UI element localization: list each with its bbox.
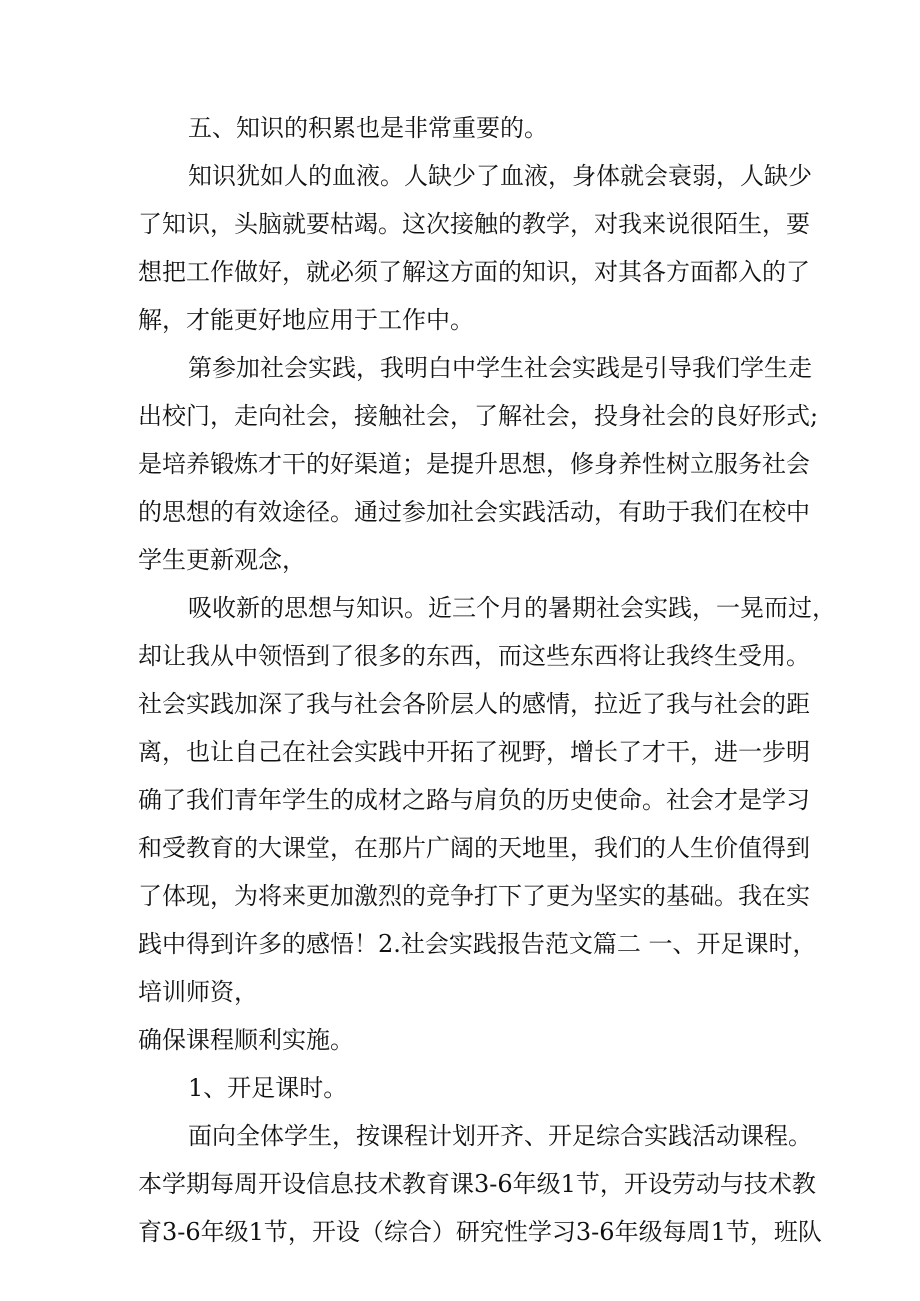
paragraph-line: 解，才能更好地应用于工作中。 <box>138 306 474 334</box>
paragraph-line: 是培养锻炼才干的好渠道；是提升思想，修身养性树立服务社会 <box>138 450 810 478</box>
paragraph-line: 本学期每周开设信息技术教育课3-6年级1节，开设劳动与技术教 <box>138 1170 816 1198</box>
paragraph-line: 离，也让自己在社会实践中开拓了视野，增长了才干，进一步明 <box>138 738 810 766</box>
paragraph-line: 确了我们青年学生的成材之路与肩负的历史使命。社会才是学习 <box>138 786 810 814</box>
paragraph-line: 学生更新观念， <box>138 546 306 574</box>
paragraph-line: 确保课程顺利实施。 <box>138 1026 354 1054</box>
paragraph-line: 却让我从中领悟到了很多的东西，而这些东西将让我终生受用。 <box>138 642 810 670</box>
paragraph-line: 第参加社会实践，我明白中学生社会实践是引导我们学生走 <box>188 354 812 382</box>
paragraph-line: 社会实践加深了我与社会各阶层人的感情，拉近了我与社会的距 <box>138 690 810 718</box>
paragraph-line: 和受教育的大课堂，在那片广阔的天地里，我们的人生价值得到 <box>138 834 810 862</box>
paragraph-line: 的思想的有效途径。通过参加社会实践活动，有助于我们在校中 <box>138 498 810 526</box>
section-heading-knowledge: 五、知识的积累也是非常重要的。 <box>188 114 548 142</box>
paragraph-line: 了知识，头脑就要枯竭。这次接触的教学，对我来说很陌生，要 <box>138 210 810 238</box>
paragraph-line: 培训师资， <box>138 978 258 1006</box>
paragraph-line: 了体现，为将来更加激烈的竞争打下了更为坚实的基础。我在实 <box>138 882 810 910</box>
paragraph-line: 育3-6年级1节，开设（综合）研究性学习3-6年级每周1节，班队 <box>138 1218 822 1246</box>
paragraph-line: 出校门，走向社会，接触社会，了解社会，投身社会的良好形式; <box>138 402 819 430</box>
paragraph-line: 面向全体学生，按课程计划开齐、开足综合实践活动课程。 <box>188 1122 812 1150</box>
paragraph-line: 知识犹如人的血液。人缺少了血液，身体就会衰弱，人缺少 <box>188 162 812 190</box>
paragraph-line: 想把工作做好，就必须了解这方面的知识，对其各方面都入的了 <box>138 258 810 286</box>
paragraph-line: 践中得到许多的感悟！2.社会实践报告范文篇二 一、开足课时， <box>138 930 817 958</box>
subsection-heading: 1、开足课时。 <box>188 1074 348 1102</box>
paragraph-line: 吸收新的思想与知识。近三个月的暑期社会实践，一晃而过， <box>188 594 836 622</box>
